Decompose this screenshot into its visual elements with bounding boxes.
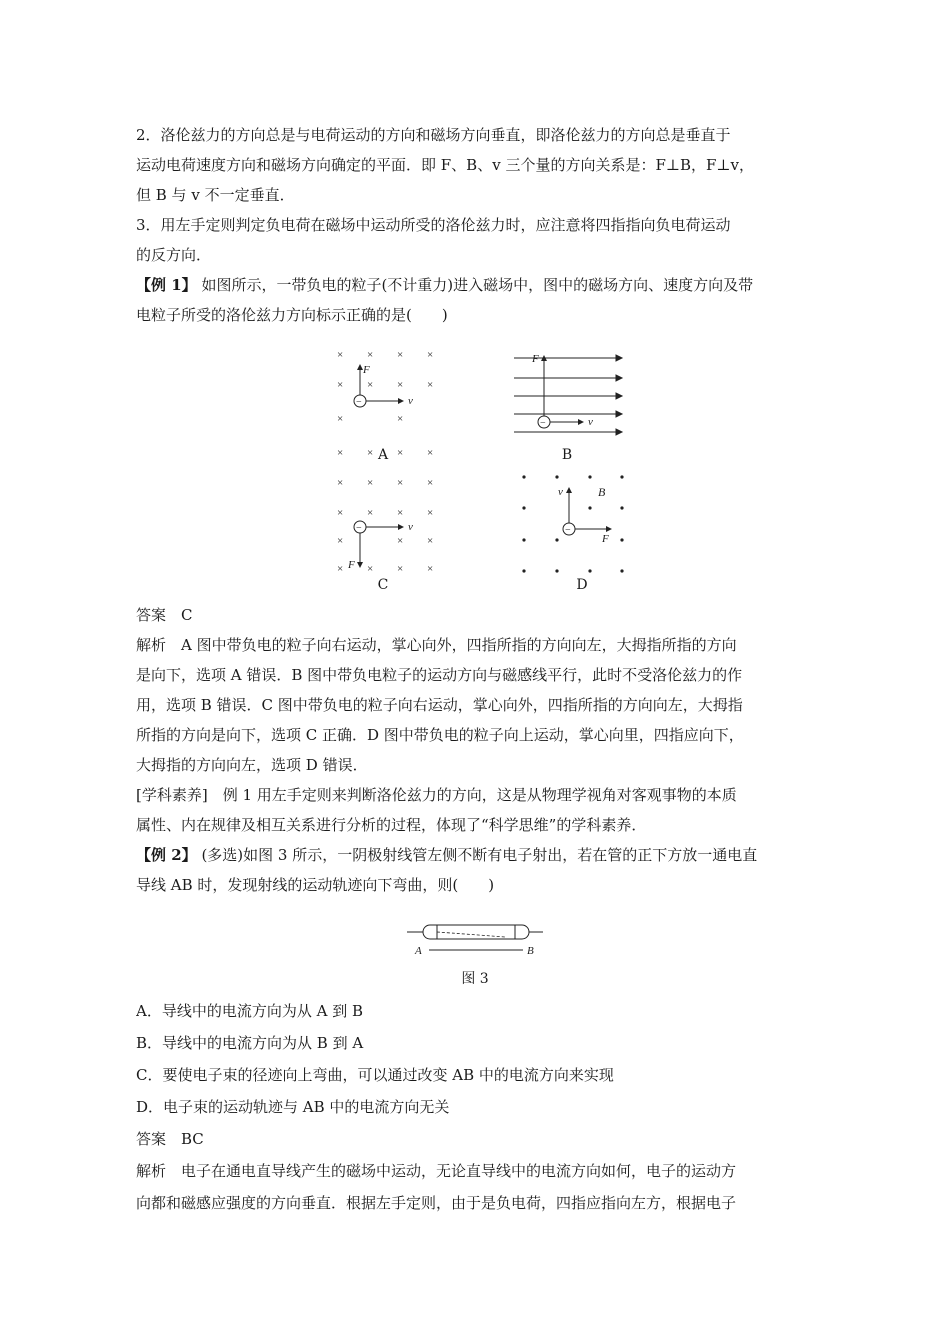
field-dot <box>522 569 525 572</box>
literacy-line2: 属性、内在规律及相互关系进行分析的过程，体现了“科学思维”的学科素养． <box>136 816 647 834</box>
wire-end-b: B <box>527 945 534 957</box>
field-dot <box>555 569 558 572</box>
content-middle <box>136 600 816 900</box>
field-dot <box>620 569 623 572</box>
cross-mark: × <box>397 563 404 575</box>
figure-3 <box>405 918 545 960</box>
option-d: D．电子束的运动轨迹与 AB 中的电流方向无关 <box>136 1098 450 1116</box>
cross-mark: × <box>337 477 344 489</box>
cross-mark: × <box>427 349 434 361</box>
field-dot <box>555 475 558 478</box>
cross-mark: × <box>367 563 374 575</box>
example2-line1: 【例 2】 (多选)如图 3 所示，一阴极射线管左侧不断有电子射出，若在管的正下方放一通电直 <box>136 846 758 864</box>
content-top <box>136 120 816 330</box>
force-label: F <box>348 559 355 571</box>
content-bottom <box>136 995 816 1219</box>
cross-mark: × <box>337 563 344 575</box>
literacy-line1: [学科素养] 例 1 用左手定则来判断洛伦兹力的方向，这是从物理学视角对客观事物的本质 <box>136 786 737 804</box>
solution2-line2: 向都和磁感应强度的方向垂直．根据左手定则，由于是负电荷，四指应指向左方，根据电子 <box>136 1194 737 1212</box>
field-arrowhead <box>616 411 622 417</box>
cross-mark: × <box>427 535 434 547</box>
field-dot <box>620 475 623 478</box>
answer1: 答案 C <box>136 606 193 624</box>
field-dot <box>620 538 623 541</box>
figure-d <box>512 468 632 578</box>
cross-mark: × <box>397 349 404 361</box>
cross-mark: × <box>397 477 404 489</box>
charge-sign: − <box>356 397 362 408</box>
velocity-label: v <box>588 416 593 428</box>
solution1-line4: 所指的方向是向下，选项 C 正确．D 图中带负电的粒子向上运动，掌心向里，四指应向下， <box>136 726 744 744</box>
force-label: F <box>532 353 539 365</box>
velocity-arrowhead <box>398 398 404 404</box>
option-b: B．导线中的电流方向为从 B 到 A <box>136 1034 364 1052</box>
para3-line1: 3．用左手定则判定负电荷在磁场中运动所受的洛伦兹力时，应注意将四指指向负电荷运动 <box>136 216 731 234</box>
example2-label: 【例 2】 <box>136 846 197 864</box>
cross-mark: × <box>397 413 404 425</box>
figure-c-label: C <box>377 577 389 593</box>
field-dot <box>588 569 591 572</box>
charge-sign: − <box>540 418 546 429</box>
field-dot <box>522 506 525 509</box>
figure-d-label: D <box>576 577 588 593</box>
field-dot <box>588 506 591 509</box>
velocity-label: v <box>558 486 563 498</box>
cross-mark: × <box>427 563 434 575</box>
field-arrowhead <box>616 429 622 435</box>
figure-3-caption: 图 3 <box>461 971 489 987</box>
cross-mark: × <box>397 447 404 459</box>
velocity-label: v <box>408 395 413 407</box>
field-label: B <box>598 485 606 499</box>
solution1-line3: 用，选项 B 错误．C 图中带负电的粒子向右运动，掌心向外，四指所指的方向向左，大拇指 <box>136 696 743 714</box>
force-label: F <box>602 533 609 545</box>
para2-line1: 2．洛伦兹力的方向总是与电荷运动的方向和磁场方向垂直，即洛伦兹力的方向总是垂直于 <box>136 126 731 144</box>
field-dot <box>588 475 591 478</box>
cross-mark: × <box>367 379 374 391</box>
example1-line1: 【例 1】 如图所示，一带负电的粒子(不计重力)进入磁场中，图中的磁场方向、速度方向及带 <box>136 276 754 294</box>
force-label: F <box>363 364 370 376</box>
cross-mark: × <box>427 507 434 519</box>
solution1-line1: 解析 A 图中带负电的粒子向右运动，掌心向外，四指所指的方向向左，大拇指所指的方向 <box>136 636 737 654</box>
answer2: 答案 BC <box>136 1130 204 1148</box>
charge-sign: − <box>565 525 571 536</box>
force-arrowhead <box>606 526 612 532</box>
figure-b-label: B <box>561 447 573 463</box>
para3-line2: 的反方向． <box>136 246 212 264</box>
force-arrowhead <box>357 562 363 568</box>
cross-mark: × <box>427 477 434 489</box>
option-a: A．导线中的电流方向为从 A 到 B <box>136 1002 363 1020</box>
field-dot <box>522 475 525 478</box>
cross-mark: × <box>397 507 404 519</box>
field-arrowhead <box>616 393 622 399</box>
charge-sign: − <box>356 523 362 534</box>
option-c: C．要使电子束的径迹向上弯曲，可以通过改变 AB 中的电流方向来实现 <box>136 1066 614 1084</box>
para2-line2: 运动电荷速度方向和磁场方向确定的平面．即 F、B、v 三个量的方向关系是：F⊥B，F⊥v， <box>136 156 754 174</box>
figure-c <box>325 472 445 577</box>
cross-mark: × <box>337 349 344 361</box>
solution1-line2: 是向下，选项 A 错误．B 图中带负电粒子的运动方向与磁感线平行，此时不受洛伦兹力的作 <box>136 666 743 684</box>
cross-mark: × <box>427 447 434 459</box>
figure-a-label: A <box>377 447 389 463</box>
cross-mark: × <box>397 379 404 391</box>
cross-mark: × <box>397 535 404 547</box>
cross-mark: × <box>367 507 374 519</box>
velocity-label: v <box>408 521 413 533</box>
cross-mark: × <box>427 379 434 391</box>
example2-line2: 导线 AB 时，发现射线的运动轨迹向下弯曲，则( ) <box>136 876 495 894</box>
wire-end-a: A <box>415 945 422 957</box>
example1-line2: 电粒子所受的洛伦兹力方向标示正确的是( ) <box>136 306 448 324</box>
solution1-line5: 大拇指的方向向左，选项 D 错误． <box>136 756 368 774</box>
cross-mark: × <box>367 349 374 361</box>
cross-mark: × <box>367 447 374 459</box>
figure-b <box>512 348 630 440</box>
solution2-line1: 解析 电子在通电直导线产生的磁场中运动，无论直导线中的电流方向如何，电子的运动方 <box>136 1162 737 1180</box>
field-dot <box>555 538 558 541</box>
cross-mark: × <box>337 447 344 459</box>
field-dot <box>620 506 623 509</box>
cross-mark: × <box>337 507 344 519</box>
para2-line3: 但 B 与 v 不一定垂直． <box>136 186 295 204</box>
cross-mark: × <box>337 413 344 425</box>
velocity-arrowhead <box>566 487 572 493</box>
field-dot <box>522 538 525 541</box>
field-arrowhead <box>616 355 622 361</box>
cross-mark: × <box>367 477 374 489</box>
velocity-arrowhead <box>398 524 404 530</box>
cross-mark: × <box>337 535 344 547</box>
velocity-arrowhead <box>578 419 584 425</box>
cross-mark: × <box>337 379 344 391</box>
example1-label: 【例 1】 <box>136 276 197 294</box>
field-arrowhead <box>616 375 622 381</box>
